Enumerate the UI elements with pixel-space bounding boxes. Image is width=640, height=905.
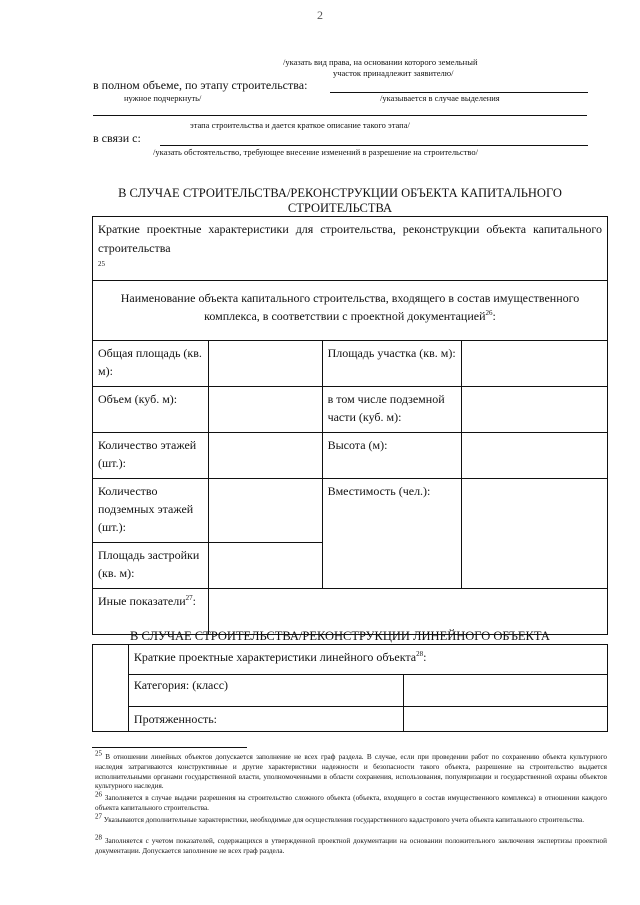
capacity-label: Вместимость (чел.): [322, 479, 462, 589]
capital-brief-text-line: Краткие проектные характеристики для строительства, реконструкции объекта капитального строительства [98, 222, 602, 255]
other-indicators-text: Иные показатели [98, 594, 186, 608]
footnote-text-25: В отношении линейных объектов допускается заполнение не всех граф раздела. В случае, если при проведении работ по сохранению объекта культурного наследия затрагиваются конструктивные и другие характеристики надежности и безопасности такого объекта, разрешение на строительство выдается исполнительными органами государственной власти, уполномоченными в области сохранения, использования, популяризации и государственной охраны объектов культурного наследия. [95, 753, 607, 791]
due-to-line [160, 145, 588, 146]
other-indicators-label [93, 589, 209, 635]
floors-value[interactable] [208, 433, 322, 479]
building-area-label: Площадь застройки (кв. м): [93, 543, 209, 589]
capital-object-table [92, 216, 608, 635]
length-label: Протяженность: [128, 707, 404, 732]
stage-line [93, 115, 587, 116]
footnote-27 [95, 812, 607, 826]
category-value[interactable] [404, 675, 608, 707]
footnote-text-26: Заполняется в случае выдачи разрешения на строительство сложного объекта (объекта, входящего в состав имущественного комплекса) в отношении каждого объекта капитального строительства. [95, 794, 608, 812]
footnote-28 [95, 833, 607, 857]
floors-label: Количество этажей (шт.): [93, 433, 209, 479]
volume-label: Объем (куб. м): [93, 387, 209, 433]
colon: : [423, 650, 427, 664]
footnote-text-27: Указываются дополнительные характеристики, необходимые для осуществления государственного кадастрового учета объекта капитального строительства. [103, 816, 585, 824]
footnote-num-27: 27 [95, 812, 102, 821]
linear-brief-text: Краткие проектные характеристики линейного объекта [133, 650, 417, 664]
footnote-num-25: 25 [95, 749, 102, 758]
footnote-separator [92, 747, 247, 748]
footnote-num-26: 26 [95, 790, 102, 799]
underground-floors-value[interactable] [208, 479, 322, 543]
linear-brief-cell [128, 645, 607, 675]
land-right-note: /указать вид права, на основании которого земельный [283, 57, 478, 67]
underground-volume-value[interactable] [462, 387, 608, 433]
full-volume-label: в полном объеме, по этапу строительства: [93, 78, 308, 92]
capital-brief-cell [93, 217, 608, 281]
selection-note: /указывается в случае выделения [380, 93, 500, 103]
total-area-value[interactable] [208, 341, 322, 387]
colon: : [192, 594, 196, 608]
capital-name-cell [93, 281, 608, 341]
section-linear-heading: В СЛУЧАЕ СТРОИТЕЛЬСТВА/РЕКОНСТРУКЦИИ ЛИНЕЙНОГО ОБЪЕКТА [130, 629, 550, 643]
plot-area-label: Площадь участка (кв. м): [322, 341, 462, 387]
footnote-ref-25: 25 [98, 260, 105, 268]
underground-floors-label: Количество подземных этажей (шт.): [93, 479, 209, 543]
capacity-value[interactable] [462, 479, 608, 589]
page-number: 2 [317, 8, 323, 22]
colon: : [492, 309, 496, 323]
total-area-label: Общая площадь (кв. м): [93, 341, 209, 387]
section-capital-heading: В СЛУЧАЕ СТРОИТЕЛЬСТВА/РЕКОНСТРУКЦИИ ОБЪЕКТА КАПИТАЛЬНОГО СТРОИТЕЛЬСТВА [118, 186, 562, 215]
linear-row-marker [93, 645, 129, 732]
capital-name-text: Наименование объекта капитального строительства, входящего в состав имущественного комплекса, в соответствии с проектной документацией [120, 291, 580, 323]
height-value[interactable] [462, 433, 608, 479]
footnote-25 [95, 749, 607, 792]
underline-note: нужное подчеркнуть/ [124, 93, 202, 103]
linear-object-table [92, 644, 608, 732]
length-value[interactable] [404, 707, 608, 732]
stage-note: этапа строительства и дается краткое описание такого этапа/ [190, 120, 410, 130]
land-right-note-2: участок принадлежит заявителю/ [333, 68, 454, 78]
due-to-label: в связи с: [93, 131, 141, 145]
footnote-26 [95, 790, 608, 814]
category-label: Категория: (класс) [128, 675, 404, 707]
footnote-num-28: 28 [95, 833, 102, 842]
height-label: Высота (м): [322, 433, 462, 479]
other-indicators-value[interactable] [208, 589, 607, 635]
footnote-ref-28: 28 [416, 650, 424, 658]
plot-area-value[interactable] [462, 341, 608, 387]
volume-value[interactable] [208, 387, 322, 433]
footnote-ref-26: 26 [485, 309, 493, 317]
footnote-text-28: Заполняется с учетом показателей, содержащихся в утвержденной проектной документации на основании положительного заключения экспертизы проектной документации. Допускается заполнение не всех граф раздела. [95, 837, 607, 855]
underground-volume-label: в том числе подземной части (куб. м): [322, 387, 462, 433]
building-area-value[interactable] [208, 543, 322, 589]
due-to-note: /указать обстоятельство, требующее внесение изменений в разрешение на строительство/ [153, 147, 478, 157]
footnote-ref-27: 27 [185, 594, 193, 602]
